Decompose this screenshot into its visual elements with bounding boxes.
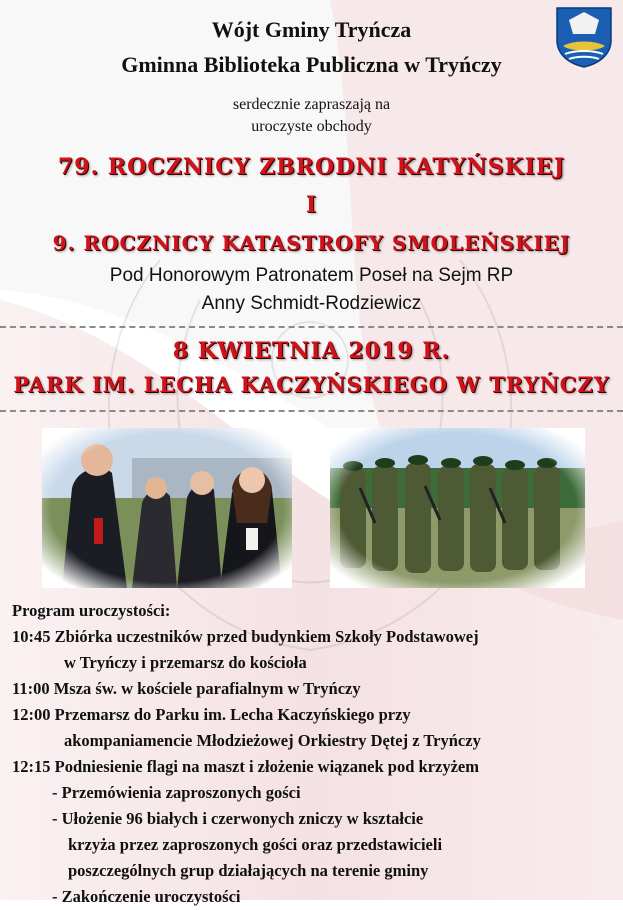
title-smolensk: 9. ROCZNICY KATASTROFY SMOLEŃSKIEJ xyxy=(52,231,571,255)
title-connector: I xyxy=(305,192,318,218)
program-item: 11:00 Msza św. w kościele parafialnym w Tryńczy xyxy=(12,679,361,698)
photo-procession xyxy=(42,428,292,588)
program-item: 10:45 Zbiórka uczestników przed budynkiem Szkoły Podstawowej xyxy=(12,627,479,646)
title-katyn: 79. ROCZNICY ZBRODNI KATYŃSKIEJ xyxy=(57,154,566,180)
program-heading: Program uroczystości: xyxy=(12,601,171,620)
program-item: poszczególnych grup działających na terenie gminy xyxy=(68,861,429,880)
program-item: - Ułożenie 96 białych i czerwonych zniczy w kształcie xyxy=(52,809,424,828)
program-item: krzyża przez zaproszonych gości oraz przedstawicieli xyxy=(68,835,443,854)
organizer-line-2: Gminna Biblioteka Publiczna w Tryńczy xyxy=(121,52,502,77)
program-item: w Tryńczy i przemarsz do kościoła xyxy=(64,653,307,672)
program-item: 12:00 Przemarsz do Parku im. Lecha Kaczyńskiego przy xyxy=(12,705,411,724)
patronage-line-2: Anny Schmidt-Rodziewicz xyxy=(201,293,422,314)
program-item: - Zakończenie uroczystości xyxy=(52,887,241,906)
program-item: akompaniamencie Młodzieżowej Orkiestry Dętej z Tryńczy xyxy=(64,731,481,750)
program-item: 12:15 Podniesienie flagi na maszt i złożenie wiązanek pod krzyżem xyxy=(12,757,479,776)
invitation-line-1: serdecznie zapraszają na xyxy=(232,96,391,113)
patronage-line-1: Pod Honorowym Patronatem Poseł na Sejm RP xyxy=(109,265,514,286)
invitation-line-2: uroczyste obchody xyxy=(251,118,372,135)
divider-bottom xyxy=(0,410,623,412)
organizer-line-1: Wójt Gminy Tryńcza xyxy=(211,17,412,42)
program-list xyxy=(12,598,481,910)
divider-top xyxy=(0,326,623,328)
event-date: 8 KWIETNIA 2019 R. xyxy=(172,338,451,364)
event-place: PARK IM. LECHA KACZYŃSKIEGO W TRYŃCZY xyxy=(13,372,610,397)
photo-soldiers xyxy=(330,428,585,588)
program-item: - Przemówienia zaproszonych gości xyxy=(52,783,301,802)
